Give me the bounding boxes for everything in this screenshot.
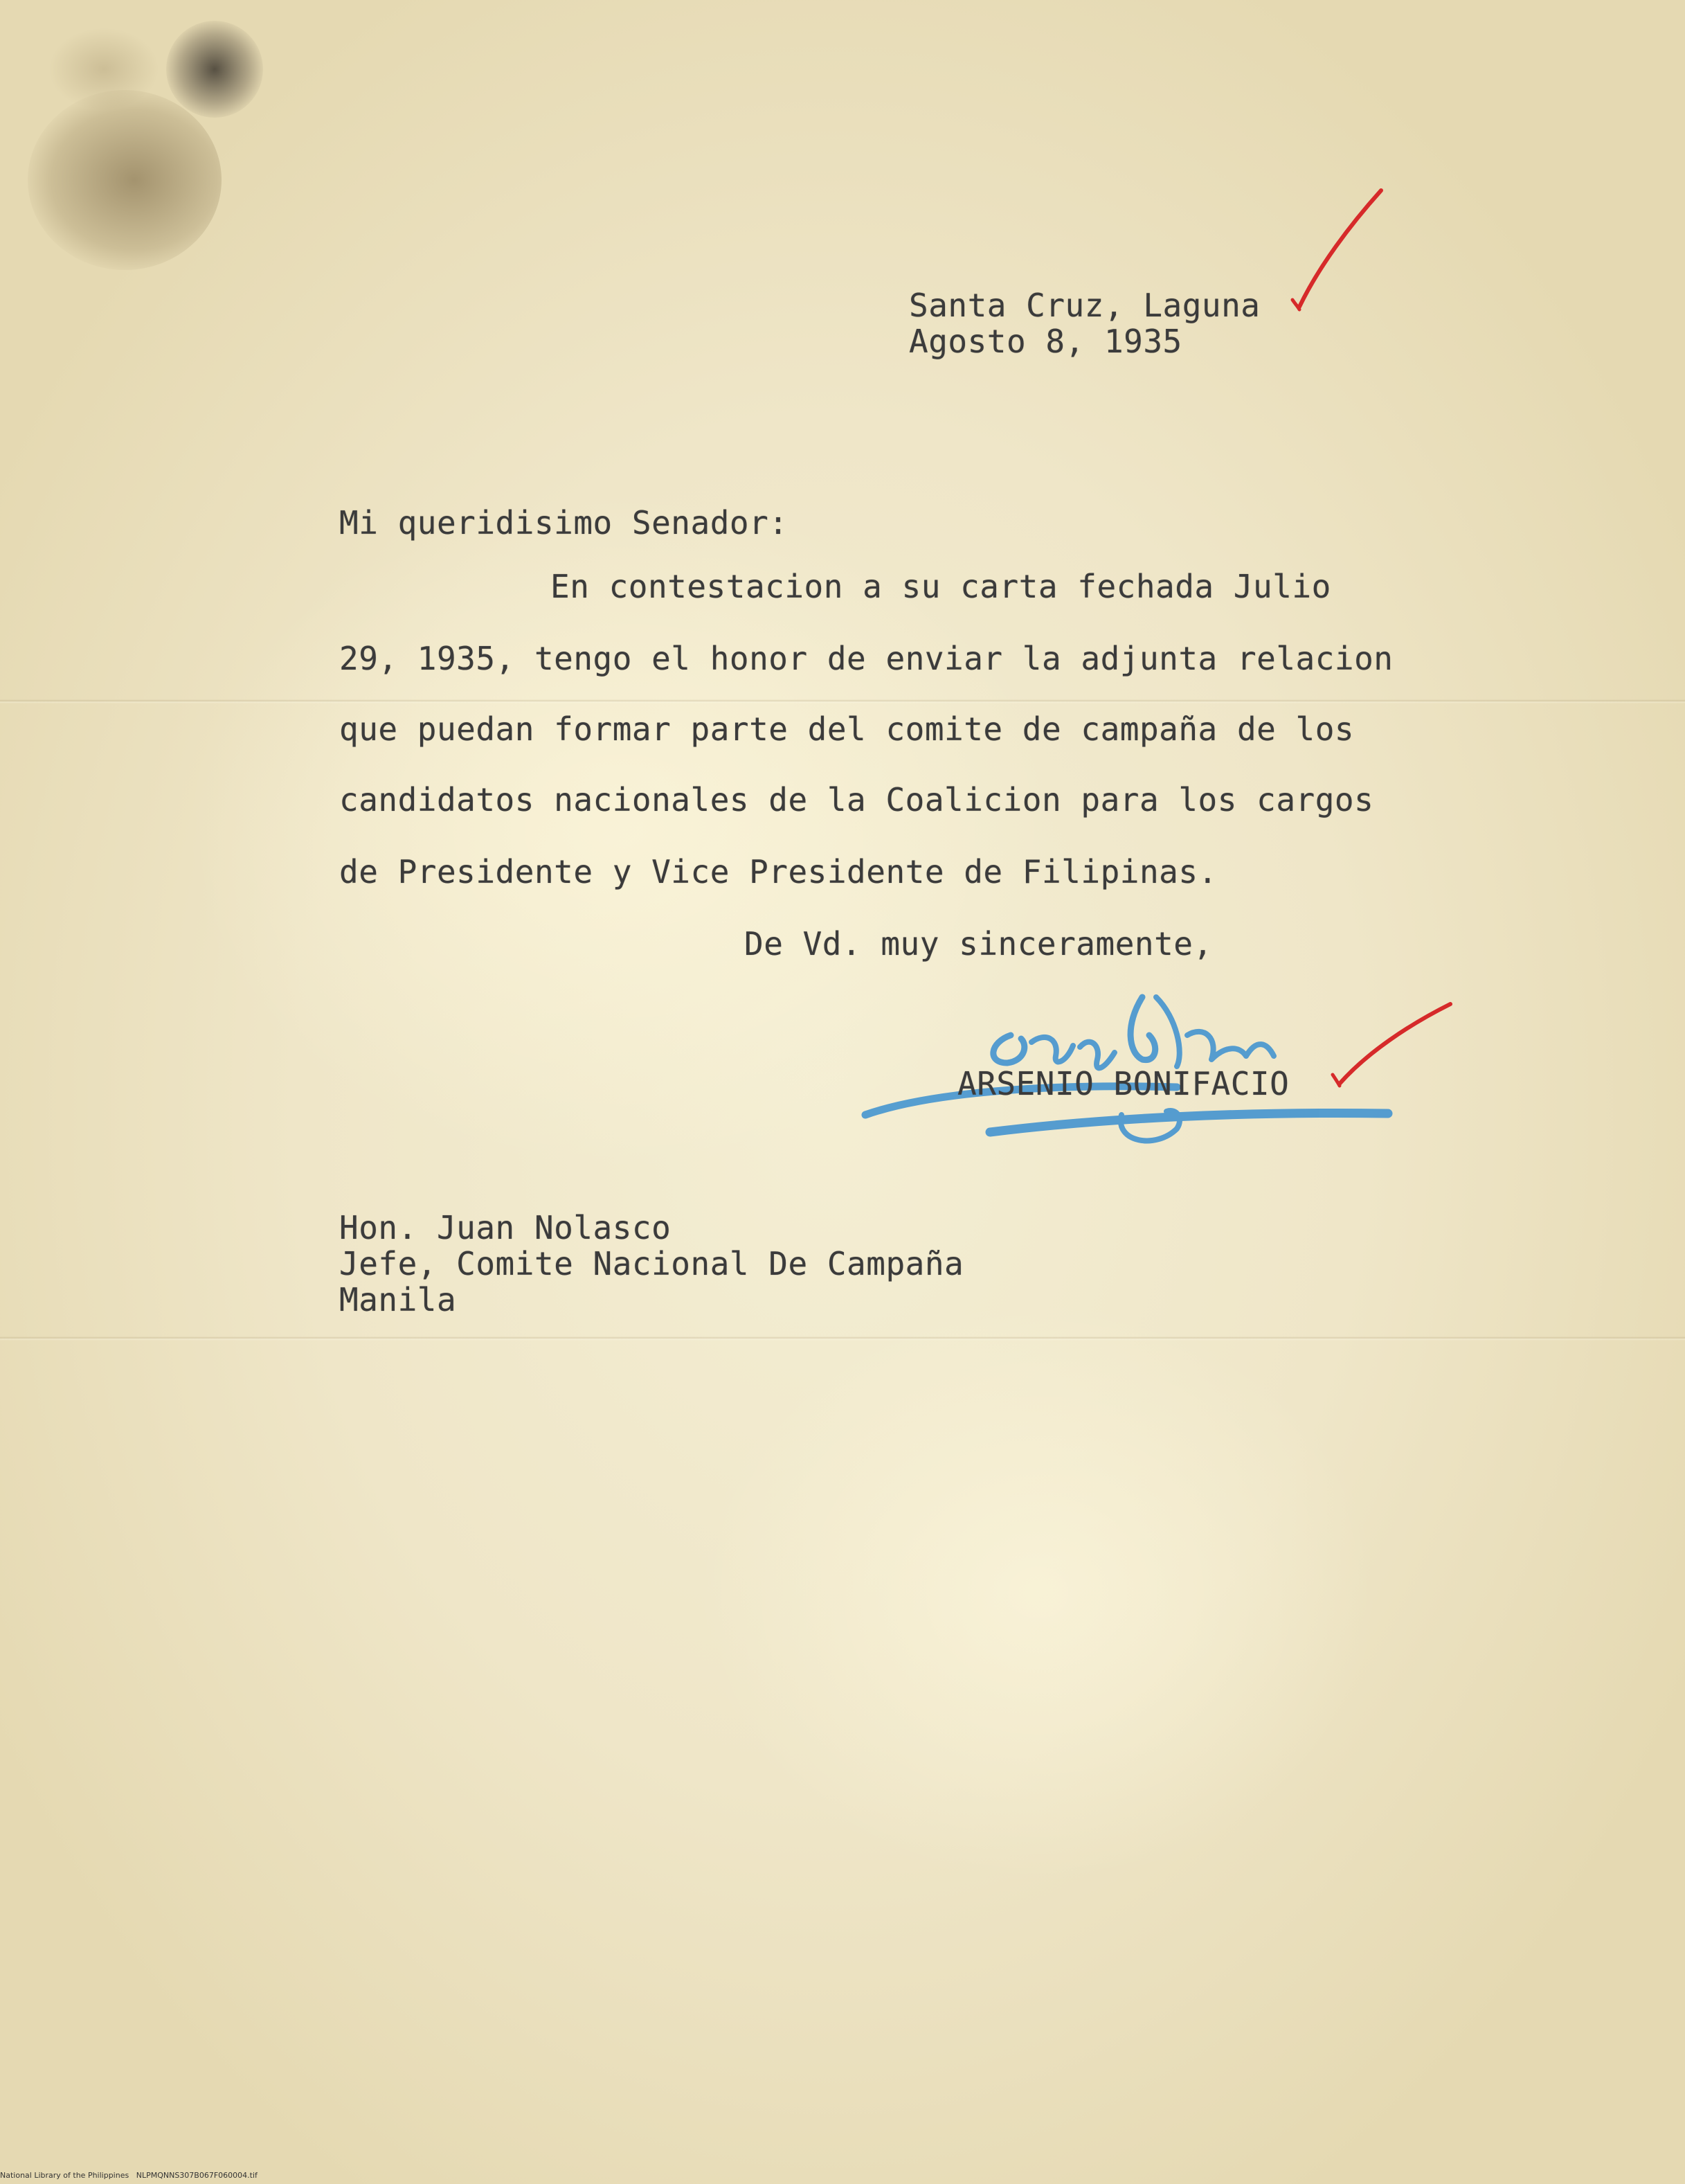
- dark-spot-stain: [166, 21, 263, 118]
- body-line: 29, 1935, tengo el honor de enviar la adjunta relacion: [339, 640, 1394, 677]
- recipient-line: Manila: [339, 1281, 457, 1318]
- archive-label: National Library of the Philippines: [0, 2171, 129, 2180]
- signer-name: ARSENIO BONIFACIO: [957, 1065, 1290, 1102]
- letter-closing: De Vd. muy sinceramente,: [744, 925, 1213, 963]
- paper-fold-lower: [0, 1336, 1685, 1341]
- body-line: de Presidente y Vice Presidente de Filipinas.: [339, 853, 1218, 890]
- red-check-mark-icon: [1284, 184, 1395, 322]
- letter-salutation: Mi queridisimo Senador:: [339, 504, 789, 541]
- letter-date: Agosto 8, 1935: [909, 323, 1182, 360]
- file-name: NLPMQNNS307B067F060004.tif: [136, 2171, 258, 2180]
- recipient-line: Hon. Juan Nolasco: [339, 1209, 672, 1246]
- water-stain: [28, 90, 222, 270]
- body-line: candidatos nacionales de la Coalicion para los cargos: [339, 781, 1374, 818]
- letter-place: Santa Cruz, Laguna: [909, 287, 1261, 324]
- body-line: En contestacion a su carta fechada Julio: [550, 568, 1331, 605]
- recipient-line: Jefe, Comite Nacional De Campaña: [339, 1245, 964, 1282]
- light-stain: [48, 28, 159, 111]
- body-line: que puedan formar parte del comite de campaña de los: [339, 710, 1355, 748]
- paper-fold-upper: [0, 699, 1685, 704]
- archive-footer: [0, 2171, 258, 2180]
